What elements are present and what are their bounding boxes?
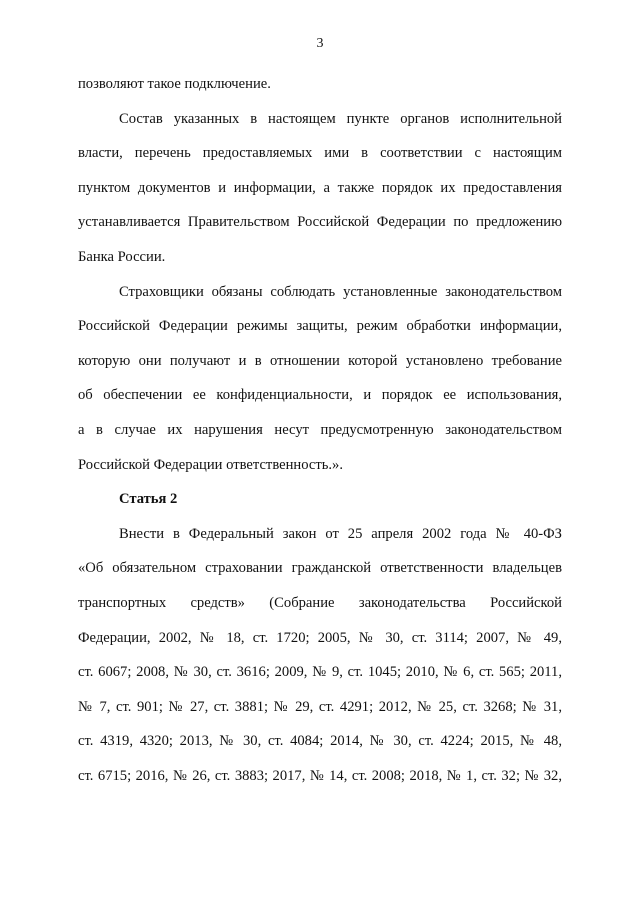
paragraph-executive-bodies xyxy=(78,109,562,282)
text-line: № 7, ст. 901; № 27, ст. 3881; № 29, ст. 4291; 2012, № 25, ст. 3268; № 31, xyxy=(78,698,562,715)
text-line: Российской Федерации ответственность.». xyxy=(78,456,343,473)
text-line: ст. 6067; 2008, № 30, ст. 3616; 2009, № 9, ст. 1045; 2010, № 6, ст. 565; 2011, xyxy=(78,664,562,681)
text-line: устанавливается Правительством Российской Федерации по предложению xyxy=(78,214,562,231)
text-line: об обеспечении ее конфиденциальности, и порядок ее использования, xyxy=(78,387,562,404)
text-line: Состав указанных в настоящем пункте органов исполнительной xyxy=(119,110,562,127)
text-line: ст. 4319, 4320; 2013, № 30, ст. 4084; 2014, № 30, ст. 4224; 2015, № 48, xyxy=(78,733,562,750)
text-line: пунктом документов и информации, а также порядок их предоставления xyxy=(78,179,562,196)
article-heading: Статья 2 xyxy=(119,491,178,508)
paragraph-continuation xyxy=(78,74,562,109)
text-line: Внести в Федеральный закон от 25 апреля 2002 года № 40-ФЗ xyxy=(119,525,562,542)
text-line: Банка России. xyxy=(78,248,166,265)
text-line: Страховщики обязаны соблюдать установленные законодательством xyxy=(119,283,562,300)
text-line: Российской Федерации режимы защиты, режим обработки информации, xyxy=(78,318,562,335)
page-number: 3 xyxy=(316,36,324,51)
text-line: которую они получают и в отношении которой установлено требование xyxy=(78,352,562,369)
text-line: транспортных средств» (Собрание законодательства Российской xyxy=(78,594,562,611)
text-line: Федерации, 2002, № 18, ст. 1720; 2005, № 30, ст. 3114; 2007, № 49, xyxy=(78,629,562,646)
text-line: власти, перечень предоставляемых ими в соответствии с настоящим xyxy=(78,145,562,162)
text-line: ст. 6715; 2016, № 26, ст. 3883; 2017, № 14, ст. 2008; 2018, № 1, ст. 32; № 32, xyxy=(78,767,562,784)
text-line: а в случае их нарушения несут предусмотренную законодательством xyxy=(78,421,562,438)
text-line: «Об обязательном страховании гражданской ответственности владельцев xyxy=(78,560,562,577)
text-line: позволяют такое подключение. xyxy=(78,76,271,92)
document-body xyxy=(78,74,562,800)
paragraph-insurers-obligations xyxy=(78,282,562,490)
paragraph-article-amendment xyxy=(78,524,562,801)
